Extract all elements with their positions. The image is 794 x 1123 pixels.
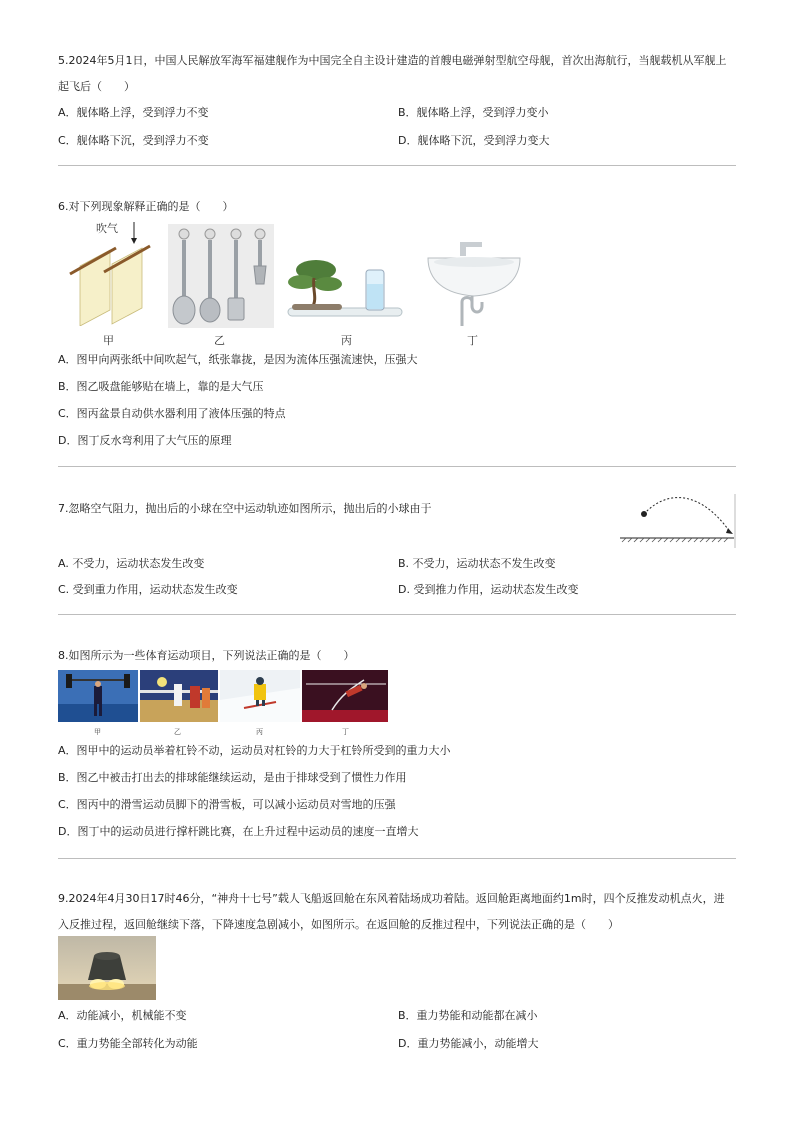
caption-jia: 甲 bbox=[94, 728, 101, 736]
q6-figure-yi bbox=[168, 224, 274, 328]
q9-stem-line2: 入反推过程，返回舱继续下落，下降速度急剧减小，如图所示。在返回舱的反推过程中，下列说法正确的是（ ） bbox=[58, 918, 619, 931]
q9-option-c[interactable]: C．重力势能全部转化为动能 bbox=[58, 1037, 198, 1050]
q6-option-d[interactable]: D．图丁反水弯利用了大气压的原理 bbox=[58, 434, 232, 447]
q6-option-a[interactable]: A．图甲向两张纸中间吹起气，纸张靠拢，是因为流体压强流速快，压强大 bbox=[58, 353, 418, 366]
divider bbox=[58, 466, 736, 467]
q6-option-c[interactable]: C．图丙盆景自动供水器利用了液体压强的特点 bbox=[58, 407, 286, 420]
q7-stem: 7.忽略空气阻力，抛出后的小球在空中运动轨迹如图所示，抛出后的小球由于 bbox=[58, 502, 432, 515]
q5-option-b[interactable]: B．舰体略上浮，受到浮力变小 bbox=[398, 106, 549, 119]
q8-stem: 8.如图所示为一些体育运动项目，下列说法正确的是（ ） bbox=[58, 649, 355, 662]
q8-photo-weightlifting bbox=[58, 670, 138, 722]
volleyball-photo bbox=[140, 670, 218, 722]
caption-bing: 丙 bbox=[256, 728, 263, 736]
q9-stem-line1: 9.2024年4月30日17时46分，“神舟十七号”载人飞船返回舱在东风着陆场成功着陆。返回舱距离地面约1m时，四个反推发动机点火，进 bbox=[58, 892, 725, 905]
weightlifting-photo bbox=[58, 670, 138, 722]
q8-photo-volleyball bbox=[140, 670, 218, 722]
q8-photo-pole-vault bbox=[302, 670, 388, 722]
q9-option-a[interactable]: A．动能减小，机械能不变 bbox=[58, 1009, 187, 1022]
q6-stem: 6.对下列现象解释正确的是（ ） bbox=[58, 200, 234, 213]
caption-yi: 乙 bbox=[174, 728, 181, 736]
q7-option-c[interactable]: C. 受到重力作用，运动状态发生改变 bbox=[58, 583, 238, 596]
q6-figure-ding bbox=[424, 240, 524, 328]
q5-option-c[interactable]: C．舰体略下沉，受到浮力不变 bbox=[58, 134, 209, 147]
q9-return-capsule-photo bbox=[58, 936, 156, 1000]
bonsai-water-feeder-image bbox=[282, 254, 412, 328]
q8-option-b[interactable]: B．图乙中被击打出去的排球能继续运动，是由于排球受到了惯性力作用 bbox=[58, 771, 407, 784]
q8-photo-skiing bbox=[220, 670, 300, 722]
q7-option-a[interactable]: A. 不受力，运动状态发生改变 bbox=[58, 557, 205, 570]
capsule-landing-photo bbox=[58, 936, 156, 1000]
ball-trajectory-diagram bbox=[618, 492, 738, 550]
caption-ding: 丁 bbox=[467, 334, 478, 347]
q5-option-d[interactable]: D．舰体略下沉，受到浮力变大 bbox=[398, 134, 550, 147]
q7-trajectory-figure bbox=[618, 492, 738, 550]
suction-hook-utensils-image bbox=[168, 224, 274, 328]
caption-yi: 乙 bbox=[214, 334, 225, 347]
q9-option-b[interactable]: B．重力势能和动能都在减小 bbox=[398, 1009, 538, 1022]
q6-figure-bing bbox=[282, 254, 412, 328]
q8-option-c[interactable]: C．图丙中的滑雪运动员脚下的滑雪板，可以减小运动员对雪地的压强 bbox=[58, 798, 396, 811]
q6-figure-jia bbox=[66, 218, 156, 326]
caption-ding: 丁 bbox=[342, 728, 349, 736]
q5-option-a[interactable]: A．舰体略上浮，受到浮力不变 bbox=[58, 106, 209, 119]
sink-u-trap-image bbox=[424, 240, 524, 328]
q8-option-a[interactable]: A．图甲中的运动员举着杠铃不动，运动员对杠铃的力大于杠铃所受到的重力大小 bbox=[58, 744, 451, 757]
q5-stem-line1: 5.2024年5月1日，中国人民解放军海军福建舰作为中国完全自主设计建造的首艘电磁弹射型航空母舰，首次出海航行，当舰载机从军舰上 bbox=[58, 54, 727, 67]
divider bbox=[58, 858, 736, 859]
q6-option-b[interactable]: B．图乙吸盘能够贴在墙上，靠的是大气压 bbox=[58, 380, 264, 393]
divider bbox=[58, 614, 736, 615]
q5-stem-line2: 起飞后（ ） bbox=[58, 80, 135, 93]
pole-vault-photo bbox=[302, 670, 388, 722]
blow-label: 吹气 bbox=[96, 222, 118, 235]
divider bbox=[58, 165, 736, 166]
skiing-photo bbox=[220, 670, 300, 722]
q7-option-b[interactable]: B. 不受力，运动状态不发生改变 bbox=[398, 557, 556, 570]
q7-option-d[interactable]: D. 受到推力作用，运动状态发生改变 bbox=[398, 583, 579, 596]
caption-jia: 甲 bbox=[103, 334, 114, 347]
q9-option-d[interactable]: D．重力势能减小，动能增大 bbox=[398, 1037, 539, 1050]
caption-bing: 丙 bbox=[341, 334, 352, 347]
q8-option-d[interactable]: D．图丁中的运动员进行撑杆跳比赛，在上升过程中运动员的速度一直增大 bbox=[58, 825, 419, 838]
